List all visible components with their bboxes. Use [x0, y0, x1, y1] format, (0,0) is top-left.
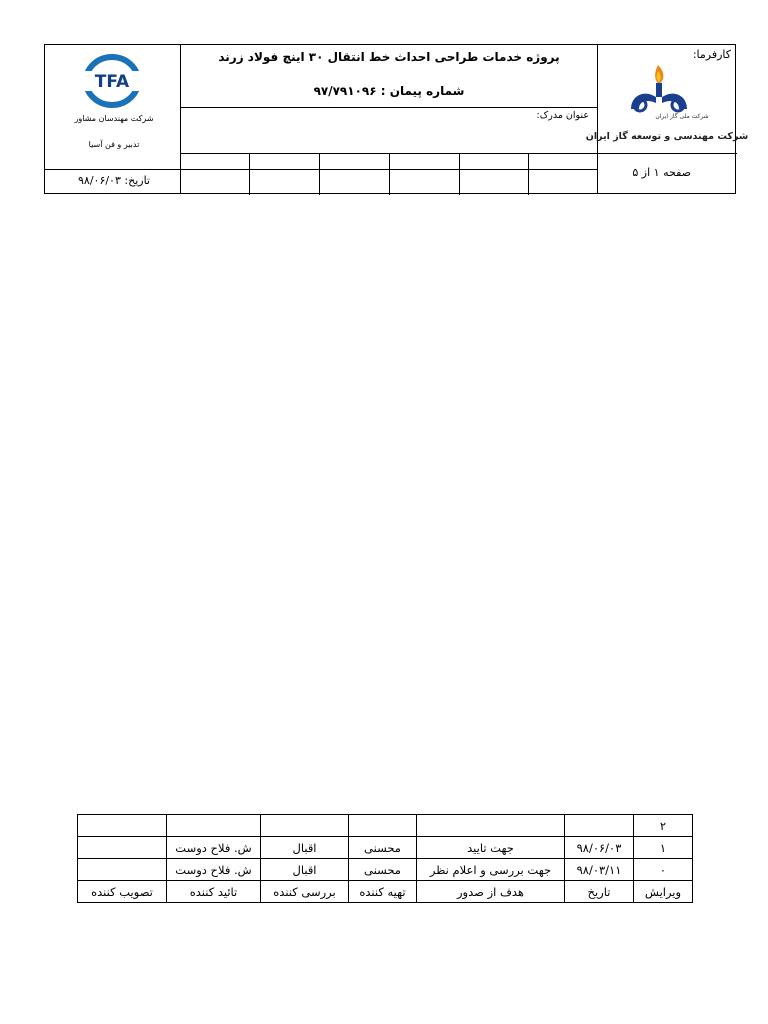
revision-table	[77, 814, 693, 903]
table-row	[78, 837, 693, 859]
table-cell: اقبال	[261, 837, 349, 859]
table-cell: اقبال	[261, 859, 349, 881]
table-cell: ۹۸/۰۳/۱۱	[565, 859, 634, 881]
table-row	[78, 859, 693, 881]
grid-cell-divider	[319, 153, 320, 195]
table-cell: ۱	[634, 837, 693, 859]
table-cell: محسنی	[349, 859, 417, 881]
page-number: صفحه ۱ از ۵	[632, 166, 691, 179]
employer-label: کارفرما:	[692, 48, 731, 61]
table-cell: جهت بررسی و اعلام نظر	[417, 859, 565, 881]
table-cell	[78, 837, 167, 859]
table-cell	[261, 815, 349, 837]
table-cell: ش. فلاح دوست	[167, 837, 261, 859]
table-cell	[417, 815, 565, 837]
document-header	[44, 44, 749, 194]
table-cell	[78, 815, 167, 837]
table-cell: ۲	[634, 815, 693, 837]
tfa-logo-icon	[83, 55, 141, 107]
header-divider	[180, 107, 597, 108]
consultant-subname: تدبیر و فن آسیا	[88, 140, 140, 149]
table-cell: جهت تایید	[417, 837, 565, 859]
grid-cell-divider	[528, 153, 529, 195]
employer-line2: شرکت مهندسی و توسعه گاز ایران	[585, 131, 749, 142]
employer-line1: شرکت ملی گاز ایران	[655, 113, 709, 120]
table-cell: ۰	[634, 859, 693, 881]
header-divider	[180, 45, 181, 193]
grid-cell-divider	[459, 153, 460, 195]
document-title-label: عنوان مدرک:	[536, 110, 589, 121]
header-cell: بررسی کننده	[261, 881, 349, 903]
header-cell: تهیه کننده	[349, 881, 417, 903]
project-title: پروژه خدمات طراحی احداث خط انتقال ۳۰ اینچ فولاد زرند	[218, 50, 560, 64]
header-cell: ویرایش	[634, 881, 693, 903]
table-cell: ۹۸/۰۶/۰۳	[565, 837, 634, 859]
consultant-name: شرکت مهندسان مشاور	[74, 114, 154, 123]
header-divider	[45, 169, 597, 170]
grid-cell-divider	[389, 153, 390, 195]
header-cell: تاریخ	[565, 881, 634, 903]
contract-number: شماره پیمان : ۹۷/۷۹۱۰۹۶	[313, 84, 465, 98]
grid-cell-divider	[249, 153, 250, 195]
table-cell: محسنی	[349, 837, 417, 859]
issue-date: تاریخ: ۹۸/۰۶/۰۳	[78, 174, 150, 187]
table-cell: ش. فلاح دوست	[167, 859, 261, 881]
tfa-logo-text: TFA	[94, 72, 130, 92]
table-cell	[349, 815, 417, 837]
table-header-row	[78, 881, 693, 903]
table-cell	[78, 859, 167, 881]
table-cell	[565, 815, 634, 837]
table-cell	[167, 815, 261, 837]
header-cell: تائید کننده	[167, 881, 261, 903]
header-cell: تصویب کننده	[78, 881, 167, 903]
table-row	[78, 815, 693, 837]
header-cell: هدف از صدور	[417, 881, 565, 903]
nigc-flame-logo-icon	[585, 53, 749, 153]
